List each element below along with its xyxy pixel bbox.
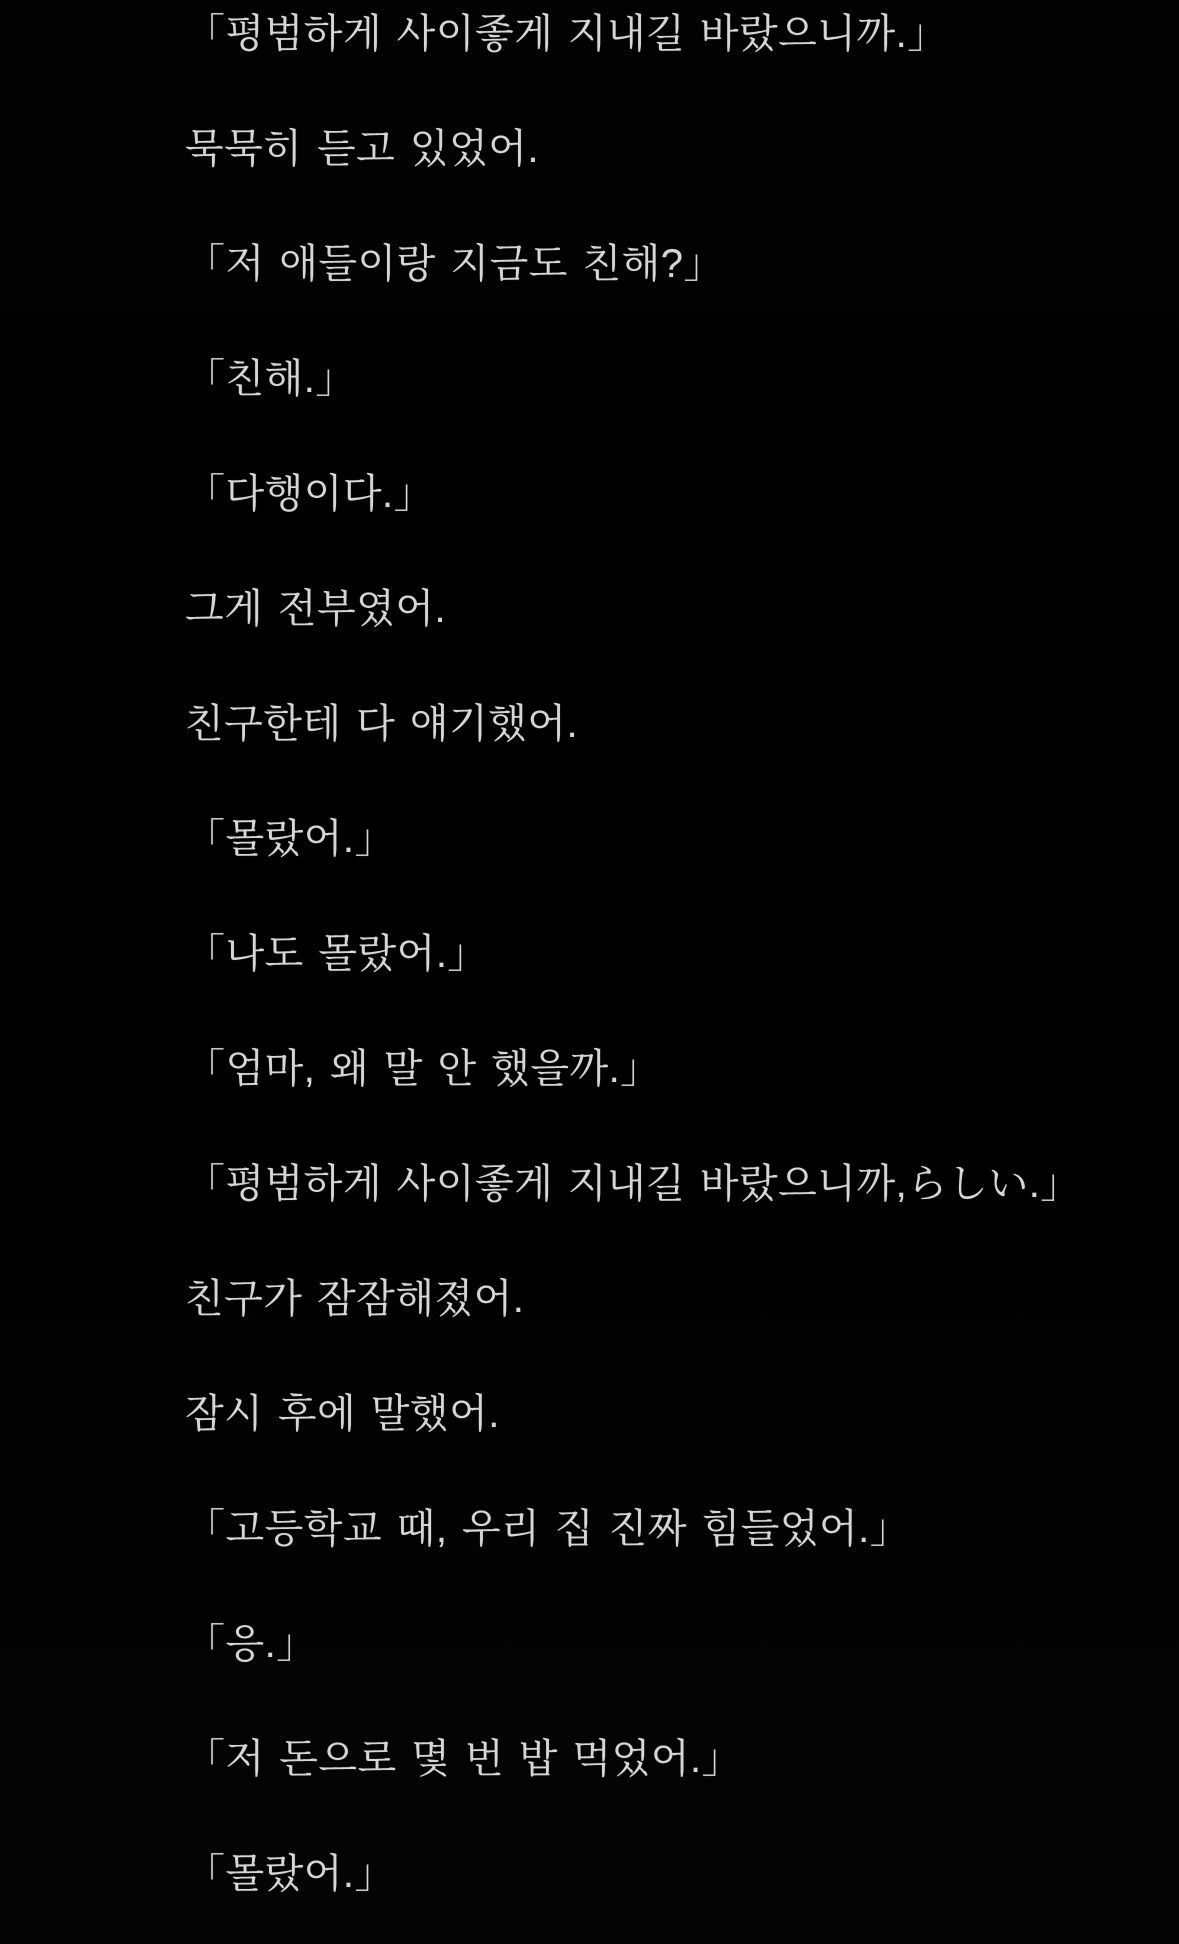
story-line-dialogue: 「평범하게 사이좋게 지내길 바랐으니까.」	[185, 12, 948, 56]
story-line-dialogue: 「몰랐어.」	[185, 1852, 396, 1896]
story-line-dialogue: 「저 애들이랑 지금도 친해?」	[185, 242, 724, 286]
story-line-dialogue: 「평범하게 사이좋게 지내길 바랐으니까,らしい.」	[185, 1162, 1081, 1206]
story-line-narration: 묵묵히 듣고 있었어.	[185, 127, 539, 171]
story-line-narration: 잠시 후에 말했어.	[185, 1392, 500, 1436]
story-line-dialogue: 「저 돈으로 몇 번 밥 먹었어.」	[185, 1737, 743, 1781]
story-line-narration: 친구한테 다 얘기했어.	[185, 702, 579, 746]
story-line-narration: 친구가 잠잠해졌어.	[185, 1277, 525, 1321]
story-line-dialogue: 「몰랐어.」	[185, 817, 396, 861]
story-line-dialogue: 「친해.」	[185, 357, 356, 401]
story-line-narration: 그게 전부였어.	[185, 587, 447, 631]
story-line-dialogue: 「다행이다.」	[185, 472, 435, 516]
story-line-dialogue: 「나도 몰랐어.」	[185, 932, 488, 976]
story-line-dialogue: 「엄마, 왜 말 안 했을까.」	[185, 1047, 661, 1091]
story-line-dialogue: 「고등학교 때, 우리 집 진짜 힘들었어.」	[185, 1507, 911, 1551]
story-line-dialogue: 「응.」	[185, 1622, 317, 1666]
